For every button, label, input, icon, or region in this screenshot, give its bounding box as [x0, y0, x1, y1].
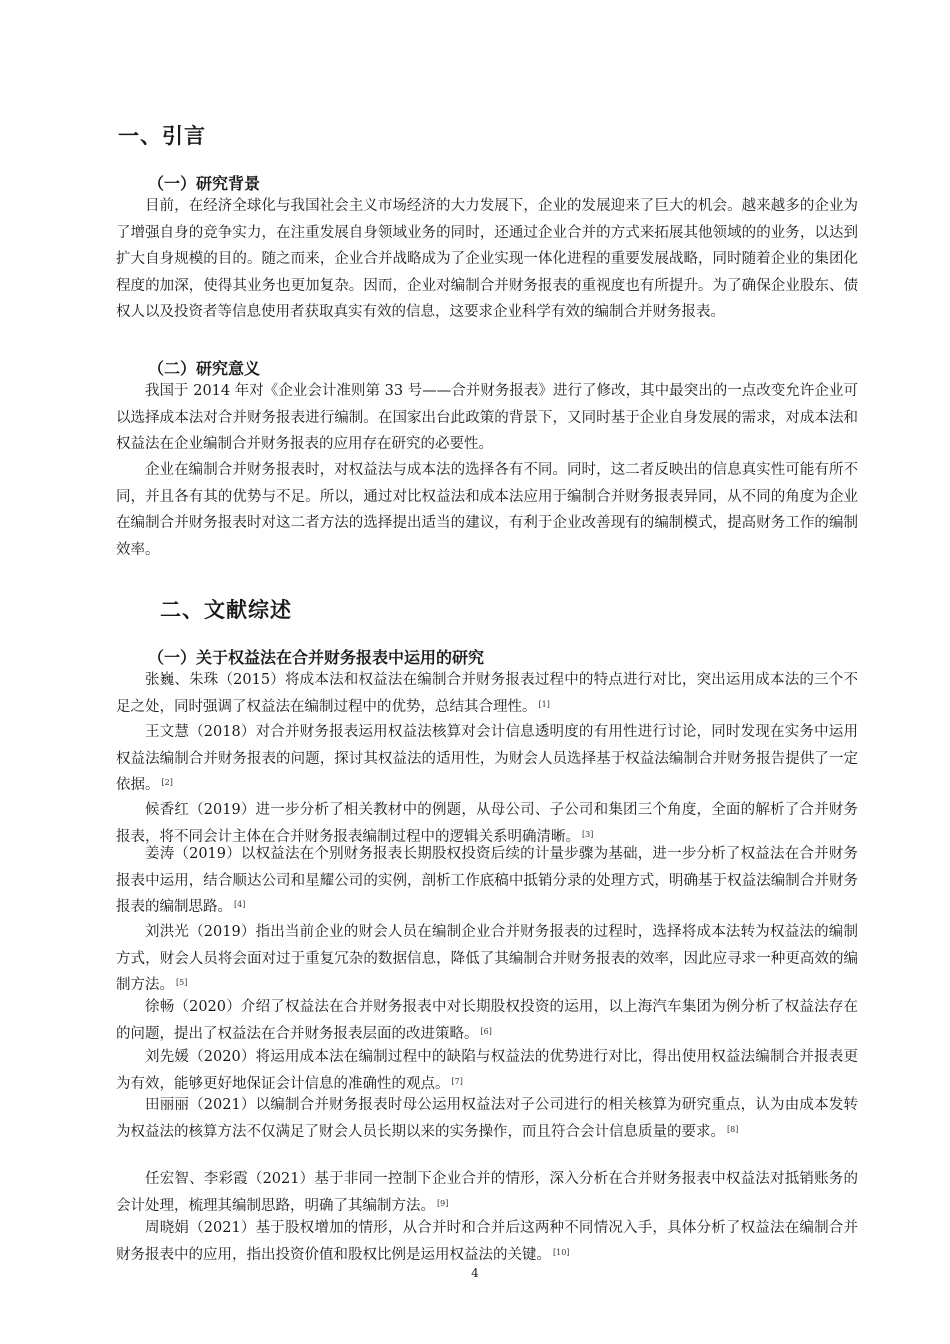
citation-ref: [9] [437, 1198, 449, 1208]
citation-ref: [4] [234, 900, 246, 909]
subheading-significance: （二）研究意义 [148, 359, 261, 378]
page-number: 4 [471, 1266, 479, 1280]
paragraph-text: 王文慧（2018）对合并财务报表运用权益法核算对会计信息透明度的有用性进行讨论，同时发现在实务中运用权益法编制合并财务报表的问题，探讨其权益法的适用性，为财会人员选择基于权益法编制合并财务报告提供了一定依据。 [116, 724, 858, 793]
citation-ref: [1] [538, 699, 550, 709]
literature-paragraph [116, 841, 858, 921]
subheading-equity-method-research: （一）关于权益法在合并财务报表中运用的研究 [148, 648, 485, 667]
literature-paragraph [116, 667, 858, 720]
literature-paragraph [116, 994, 858, 1047]
paragraph-background: 目前，在经济全球化与我国社会主义市场经济的大力发展下，企业的发展迎来了巨大的机会。越来越多的企业为了增强自身的竞争实力，在注重发展自身领域业务的同时，还通过企业合并的方式来拓展其他领域的的业务，以达到扩大自身规模的目的。随之而来，企业合并战略成为了企业实现一体化进程的重要发展战略，同时随着企业的集团化程度的加深，使得其业务也更加复杂。因而，企业对编制合并财务报表的重视度也有所提升。为了确保企业股东、债权人以及投资者等信息使用者获取真实有效的信息，这要求企业科学有效的编制合并财务报表。 [116, 198, 858, 320]
paragraph-text: 候香红（2019）进一步分析了相关教材中的例题，从母公司、子公司和集团三个角度，全面的解析了合并财务报表，将不同会计主体在合并财务报表编制过程中的逻辑关系明确清晰。 [116, 802, 858, 845]
literature-paragraph [116, 1092, 858, 1145]
literature-paragraph [116, 1166, 858, 1219]
paragraph-significance-1: 我国于 2014 年对《企业会计准则第 33 号——合并财务报表》进行了修改，其中最突出的一点改变允许企业可以选择成本法对合并财务报表进行编制。在国家出台此政策的背景下，又同时基于企业自身发展的需求，对成本法和权益法在企业编制合并财务报表的应用存在研究的必要性。 [116, 383, 858, 452]
literature-paragraph [116, 719, 858, 799]
section-heading-literature: 二、文献综述 [160, 598, 292, 622]
citation-ref: [8] [727, 1124, 739, 1134]
paragraph-text: 刘洪光（2019）指出当前企业的财会人员在编制企业合并财务报表的过程时，选择将成本法转为权益法的编制方式，财会人员将会面对过于重复冗杂的数据信息，降低了其编制合并财务报表的效率，因此应寻求一种更高效的编制方法。 [116, 924, 858, 993]
paragraph-text: 张巍、朱珠（2015）将成本法和权益法在编制合并财务报表过程中的特点进行对比，突出运用成本法的三个不足之处，同时强调了权益法在编制过程中的优势，总结其合理性。 [116, 672, 858, 715]
citation-ref: [7] [451, 1076, 463, 1086]
paragraph-text: 任宏智、李彩霞（2021）基于非同一控制下企业合并的情形，深入分析在合并财务报表中权益法对抵销账务的会计处理，梳理其编制思路，明确了其编制方法。 [116, 1171, 858, 1214]
literature-paragraph [116, 919, 858, 999]
citation-ref: [5] [176, 978, 188, 987]
section-heading-intro: 一、引言 [118, 124, 206, 148]
literature-paragraph [116, 1044, 858, 1097]
citation-ref: [3] [582, 829, 594, 839]
subheading-background: （一）研究背景 [148, 174, 261, 193]
paragraph-text: 徐畅（2020）介绍了权益法在合并财务报表中对长期股权投资的运用，以上海汽车集团为例分析了权益法存在的问题，提出了权益法在合并财务报表层面的改进策略。 [116, 999, 858, 1042]
paragraph-text: 周晓娟（2021）基于股权增加的情形，从合并时和合并后这两种不同情况入手，具体分析了权益法在编制合并财务报表中的应用，指出投资价值和股权比例是运用权益法的关键。 [116, 1220, 858, 1263]
paragraph-text: 刘先媛（2020）将运用成本法在编制过程中的缺陷与权益法的优势进行对比，得出使用权益法编制合并报表更为有效，能够更好地保证会计信息的准确性的观点。 [116, 1049, 858, 1092]
paragraph-text: 田丽丽（2021）以编制合并财务报表时母公运用权益法对子公司进行的相关核算为研究重点，认为由成本发转为权益法的核算方法不仅满足了财会人员长期以来的实务操作，而且符合会计信息质量的要求。 [116, 1097, 858, 1140]
literature-paragraph [116, 1215, 858, 1268]
citation-ref: [2] [161, 778, 173, 787]
citation-ref: [10] [553, 1247, 570, 1257]
citation-ref: [6] [480, 1026, 492, 1036]
paragraph-significance-2: 企业在编制合并财务报表时，对权益法与成本法的选择各有不同。同时，这二者反映出的信息真实性可能有所不同，并且各有其的优势与不足。所以，通过对比权益法和成本法应用于编制合并财务报表异同，从不同的角度为企业在编制合并财务报表时对这二者方法的选择提出适当的建议，有利于企业改善现有的编制模式，提高财务工作的编制效率。 [116, 462, 858, 558]
paragraph-text: 姜涛（2019）以权益法在个别财务报表长期股权投资后续的计量步骤为基础，进一步分析了权益法在合并财务报表中运用，结合顺达公司和星耀公司的实例，剖析工作底稿中抵销分录的处理方式，明确基于权益法编制合并财务报表的编制思路。 [116, 846, 858, 915]
